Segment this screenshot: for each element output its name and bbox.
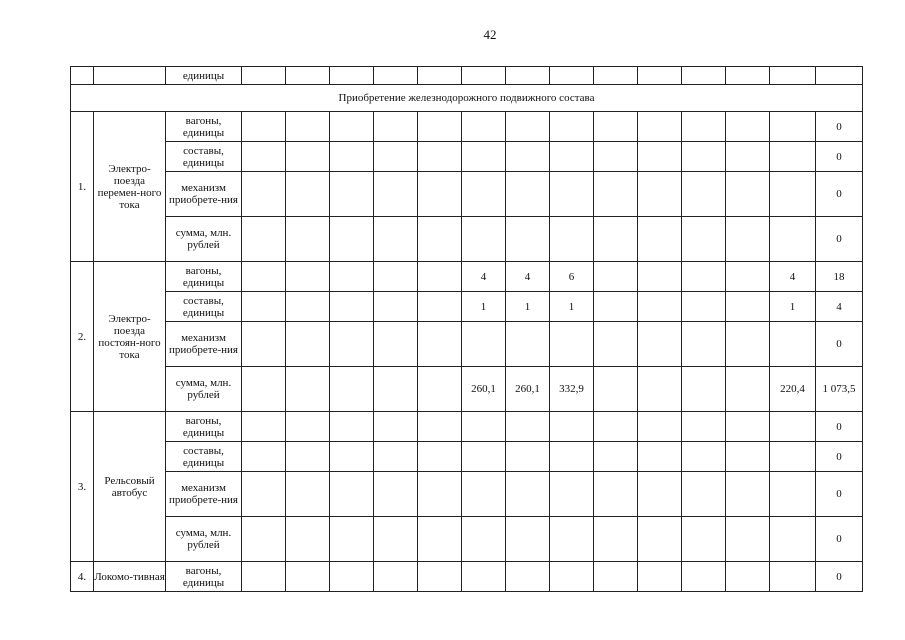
value-cell: [638, 172, 682, 217]
group-number: 2.: [71, 262, 94, 412]
group-name: Локомо-тивная: [94, 562, 166, 592]
value-cell: [594, 367, 638, 412]
value-cell: [374, 412, 418, 442]
value-cell: [726, 517, 770, 562]
value-cell: [242, 367, 286, 412]
value-cell: [506, 217, 550, 262]
value-cell: [726, 262, 770, 292]
value-cell: [726, 322, 770, 367]
value-cell: 1: [550, 292, 594, 322]
unit-label: сумма, млн. рублей: [166, 217, 242, 262]
value-cell: [374, 562, 418, 592]
value-cell: [330, 292, 374, 322]
value-cell: [418, 472, 462, 517]
group-name: Электро-поезда перемен-ного тока: [94, 112, 166, 262]
unit-label: составы, единицы: [166, 142, 242, 172]
value-cell: [770, 562, 816, 592]
unit-label: сумма, млн. рублей: [166, 367, 242, 412]
value-cell: [638, 292, 682, 322]
value-cell: [330, 562, 374, 592]
top-value-cell: [816, 67, 863, 85]
value-cell: [462, 172, 506, 217]
value-cell: 4: [506, 262, 550, 292]
value-cell: [594, 142, 638, 172]
value-cell: [242, 292, 286, 322]
value-cell: [330, 172, 374, 217]
value-cell: [242, 262, 286, 292]
value-cell: [550, 142, 594, 172]
value-cell: [506, 442, 550, 472]
value-cell: [550, 112, 594, 142]
value-cell: [330, 322, 374, 367]
value-cell: [594, 472, 638, 517]
value-cell: [242, 217, 286, 262]
value-cell: [418, 367, 462, 412]
value-cell: [682, 112, 726, 142]
top-value-cell: [242, 67, 286, 85]
total-cell: 0: [816, 142, 863, 172]
section-title: Приобретение железнодорожного подвижного состава: [71, 85, 863, 112]
value-cell: 220,4: [770, 367, 816, 412]
top-value-cell: [286, 67, 330, 85]
value-cell: [418, 262, 462, 292]
unit-label: вагоны, единицы: [166, 262, 242, 292]
value-cell: [374, 442, 418, 472]
value-cell: [726, 112, 770, 142]
table-row: [71, 472, 863, 517]
value-cell: [462, 322, 506, 367]
top-name-cell: [94, 67, 166, 85]
table-row: [71, 142, 863, 172]
value-cell: [550, 172, 594, 217]
value-cell: [770, 112, 816, 142]
unit-label: составы, единицы: [166, 442, 242, 472]
unit-label: составы, единицы: [166, 292, 242, 322]
total-cell: 18: [816, 262, 863, 292]
value-cell: [770, 322, 816, 367]
value-cell: [330, 142, 374, 172]
top-row: [71, 67, 863, 85]
value-cell: [242, 517, 286, 562]
section-title-row: [71, 85, 863, 112]
value-cell: [550, 562, 594, 592]
value-cell: [594, 292, 638, 322]
value-cell: [506, 517, 550, 562]
unit-label: сумма, млн. рублей: [166, 517, 242, 562]
value-cell: [330, 367, 374, 412]
value-cell: [638, 142, 682, 172]
value-cell: [242, 322, 286, 367]
value-cell: [594, 322, 638, 367]
value-cell: [418, 172, 462, 217]
value-cell: [374, 217, 418, 262]
value-cell: [286, 142, 330, 172]
value-cell: [506, 172, 550, 217]
value-cell: [418, 412, 462, 442]
value-cell: [726, 172, 770, 217]
table-row: [71, 412, 863, 442]
value-cell: [770, 472, 816, 517]
unit-label: вагоны, единицы: [166, 412, 242, 442]
top-value-cell: [726, 67, 770, 85]
value-cell: [682, 367, 726, 412]
value-cell: [374, 112, 418, 142]
value-cell: [330, 472, 374, 517]
unit-label: вагоны, единицы: [166, 112, 242, 142]
table-row: [71, 217, 863, 262]
total-cell: 0: [816, 562, 863, 592]
value-cell: [242, 142, 286, 172]
value-cell: [594, 412, 638, 442]
top-value-cell: [374, 67, 418, 85]
total-cell: 0: [816, 217, 863, 262]
value-cell: [242, 442, 286, 472]
unit-label: механизм приобрете-ния: [166, 322, 242, 367]
value-cell: [682, 217, 726, 262]
value-cell: [594, 262, 638, 292]
value-cell: [682, 142, 726, 172]
table-row: [71, 292, 863, 322]
value-cell: [374, 367, 418, 412]
value-cell: [374, 142, 418, 172]
value-cell: [286, 412, 330, 442]
value-cell: [638, 112, 682, 142]
total-cell: 0: [816, 322, 863, 367]
total-cell: 0: [816, 472, 863, 517]
total-cell: 0: [816, 517, 863, 562]
top-value-cell: [462, 67, 506, 85]
value-cell: [594, 217, 638, 262]
unit-label: механизм приобрете-ния: [166, 172, 242, 217]
value-cell: [550, 322, 594, 367]
value-cell: [770, 517, 816, 562]
table-row: [71, 172, 863, 217]
value-cell: [506, 142, 550, 172]
value-cell: [286, 217, 330, 262]
value-cell: 4: [770, 262, 816, 292]
top-value-cell: [550, 67, 594, 85]
value-cell: [682, 442, 726, 472]
value-cell: [550, 412, 594, 442]
table-row: [71, 112, 863, 142]
value-cell: [242, 472, 286, 517]
value-cell: [770, 172, 816, 217]
table-row: [71, 562, 863, 592]
value-cell: [418, 217, 462, 262]
value-cell: [374, 292, 418, 322]
value-cell: [506, 562, 550, 592]
value-cell: 1: [462, 292, 506, 322]
value-cell: [506, 322, 550, 367]
total-cell: 1 073,5: [816, 367, 863, 412]
value-cell: [418, 562, 462, 592]
value-cell: [418, 292, 462, 322]
value-cell: [286, 322, 330, 367]
value-cell: [374, 262, 418, 292]
value-cell: [726, 472, 770, 517]
value-cell: 332,9: [550, 367, 594, 412]
value-cell: [770, 442, 816, 472]
value-cell: [726, 292, 770, 322]
value-cell: [682, 172, 726, 217]
value-cell: [770, 412, 816, 442]
top-value-cell: [330, 67, 374, 85]
value-cell: [462, 472, 506, 517]
table-row: [71, 367, 863, 412]
value-cell: [330, 517, 374, 562]
data-table: [70, 66, 863, 592]
value-cell: [594, 562, 638, 592]
value-cell: 1: [506, 292, 550, 322]
value-cell: [638, 472, 682, 517]
table-row: [71, 262, 863, 292]
value-cell: [286, 562, 330, 592]
value-cell: [726, 442, 770, 472]
group-number: 1.: [71, 112, 94, 262]
top-value-cell: [638, 67, 682, 85]
value-cell: [726, 367, 770, 412]
value-cell: 6: [550, 262, 594, 292]
total-cell: 0: [816, 172, 863, 217]
page-number: 42: [483, 27, 497, 42]
top-value-cell: [418, 67, 462, 85]
value-cell: [330, 262, 374, 292]
value-cell: [594, 442, 638, 472]
value-cell: [242, 112, 286, 142]
value-cell: [418, 442, 462, 472]
value-cell: [638, 412, 682, 442]
value-cell: [770, 217, 816, 262]
value-cell: [286, 262, 330, 292]
value-cell: [330, 217, 374, 262]
value-cell: [330, 442, 374, 472]
table-row: [71, 442, 863, 472]
group-name: Электро-поезда постоян-ного тока: [94, 262, 166, 412]
value-cell: 1: [770, 292, 816, 322]
value-cell: [286, 517, 330, 562]
value-cell: [550, 517, 594, 562]
value-cell: [550, 217, 594, 262]
value-cell: [374, 472, 418, 517]
value-cell: [506, 412, 550, 442]
value-cell: [682, 472, 726, 517]
value-cell: [594, 517, 638, 562]
value-cell: [638, 442, 682, 472]
value-cell: [242, 412, 286, 442]
value-cell: [374, 517, 418, 562]
value-cell: [594, 112, 638, 142]
value-cell: [770, 142, 816, 172]
top-value-cell: [682, 67, 726, 85]
value-cell: [462, 217, 506, 262]
group-number: 4.: [71, 562, 94, 592]
value-cell: [638, 517, 682, 562]
value-cell: [638, 562, 682, 592]
value-cell: [286, 442, 330, 472]
value-cell: [242, 562, 286, 592]
top-unit-cell: единицы: [166, 67, 242, 85]
top-num-cell: [71, 67, 94, 85]
value-cell: [506, 472, 550, 517]
value-cell: [330, 412, 374, 442]
value-cell: [462, 412, 506, 442]
value-cell: [682, 412, 726, 442]
value-cell: [726, 142, 770, 172]
value-cell: 4: [462, 262, 506, 292]
value-cell: [726, 217, 770, 262]
value-cell: [726, 562, 770, 592]
total-cell: 0: [816, 412, 863, 442]
value-cell: [594, 172, 638, 217]
top-value-cell: [770, 67, 816, 85]
top-value-cell: [594, 67, 638, 85]
value-cell: [242, 172, 286, 217]
value-cell: [638, 217, 682, 262]
value-cell: [286, 112, 330, 142]
value-cell: [418, 517, 462, 562]
value-cell: 260,1: [506, 367, 550, 412]
value-cell: [462, 562, 506, 592]
value-cell: [286, 292, 330, 322]
value-cell: [506, 112, 550, 142]
value-cell: [462, 517, 506, 562]
value-cell: [550, 442, 594, 472]
value-cell: [374, 172, 418, 217]
value-cell: [418, 322, 462, 367]
value-cell: [462, 442, 506, 472]
table-row: [71, 517, 863, 562]
total-cell: 4: [816, 292, 863, 322]
value-cell: [638, 322, 682, 367]
value-cell: [462, 112, 506, 142]
value-cell: [638, 262, 682, 292]
value-cell: [726, 412, 770, 442]
value-cell: [374, 322, 418, 367]
value-cell: [682, 262, 726, 292]
table-row: [71, 322, 863, 367]
value-cell: 260,1: [462, 367, 506, 412]
total-cell: 0: [816, 112, 863, 142]
total-cell: 0: [816, 442, 863, 472]
unit-label: механизм приобрете-ния: [166, 472, 242, 517]
value-cell: [462, 142, 506, 172]
value-cell: [418, 112, 462, 142]
value-cell: [418, 142, 462, 172]
unit-label: вагоны, единицы: [166, 562, 242, 592]
value-cell: [286, 472, 330, 517]
value-cell: [286, 172, 330, 217]
value-cell: [330, 112, 374, 142]
value-cell: [682, 292, 726, 322]
value-cell: [638, 367, 682, 412]
top-value-cell: [506, 67, 550, 85]
group-number: 3.: [71, 412, 94, 562]
value-cell: [682, 562, 726, 592]
value-cell: [682, 322, 726, 367]
value-cell: [286, 367, 330, 412]
value-cell: [682, 517, 726, 562]
group-name: Рельсовый автобус: [94, 412, 166, 562]
value-cell: [550, 472, 594, 517]
